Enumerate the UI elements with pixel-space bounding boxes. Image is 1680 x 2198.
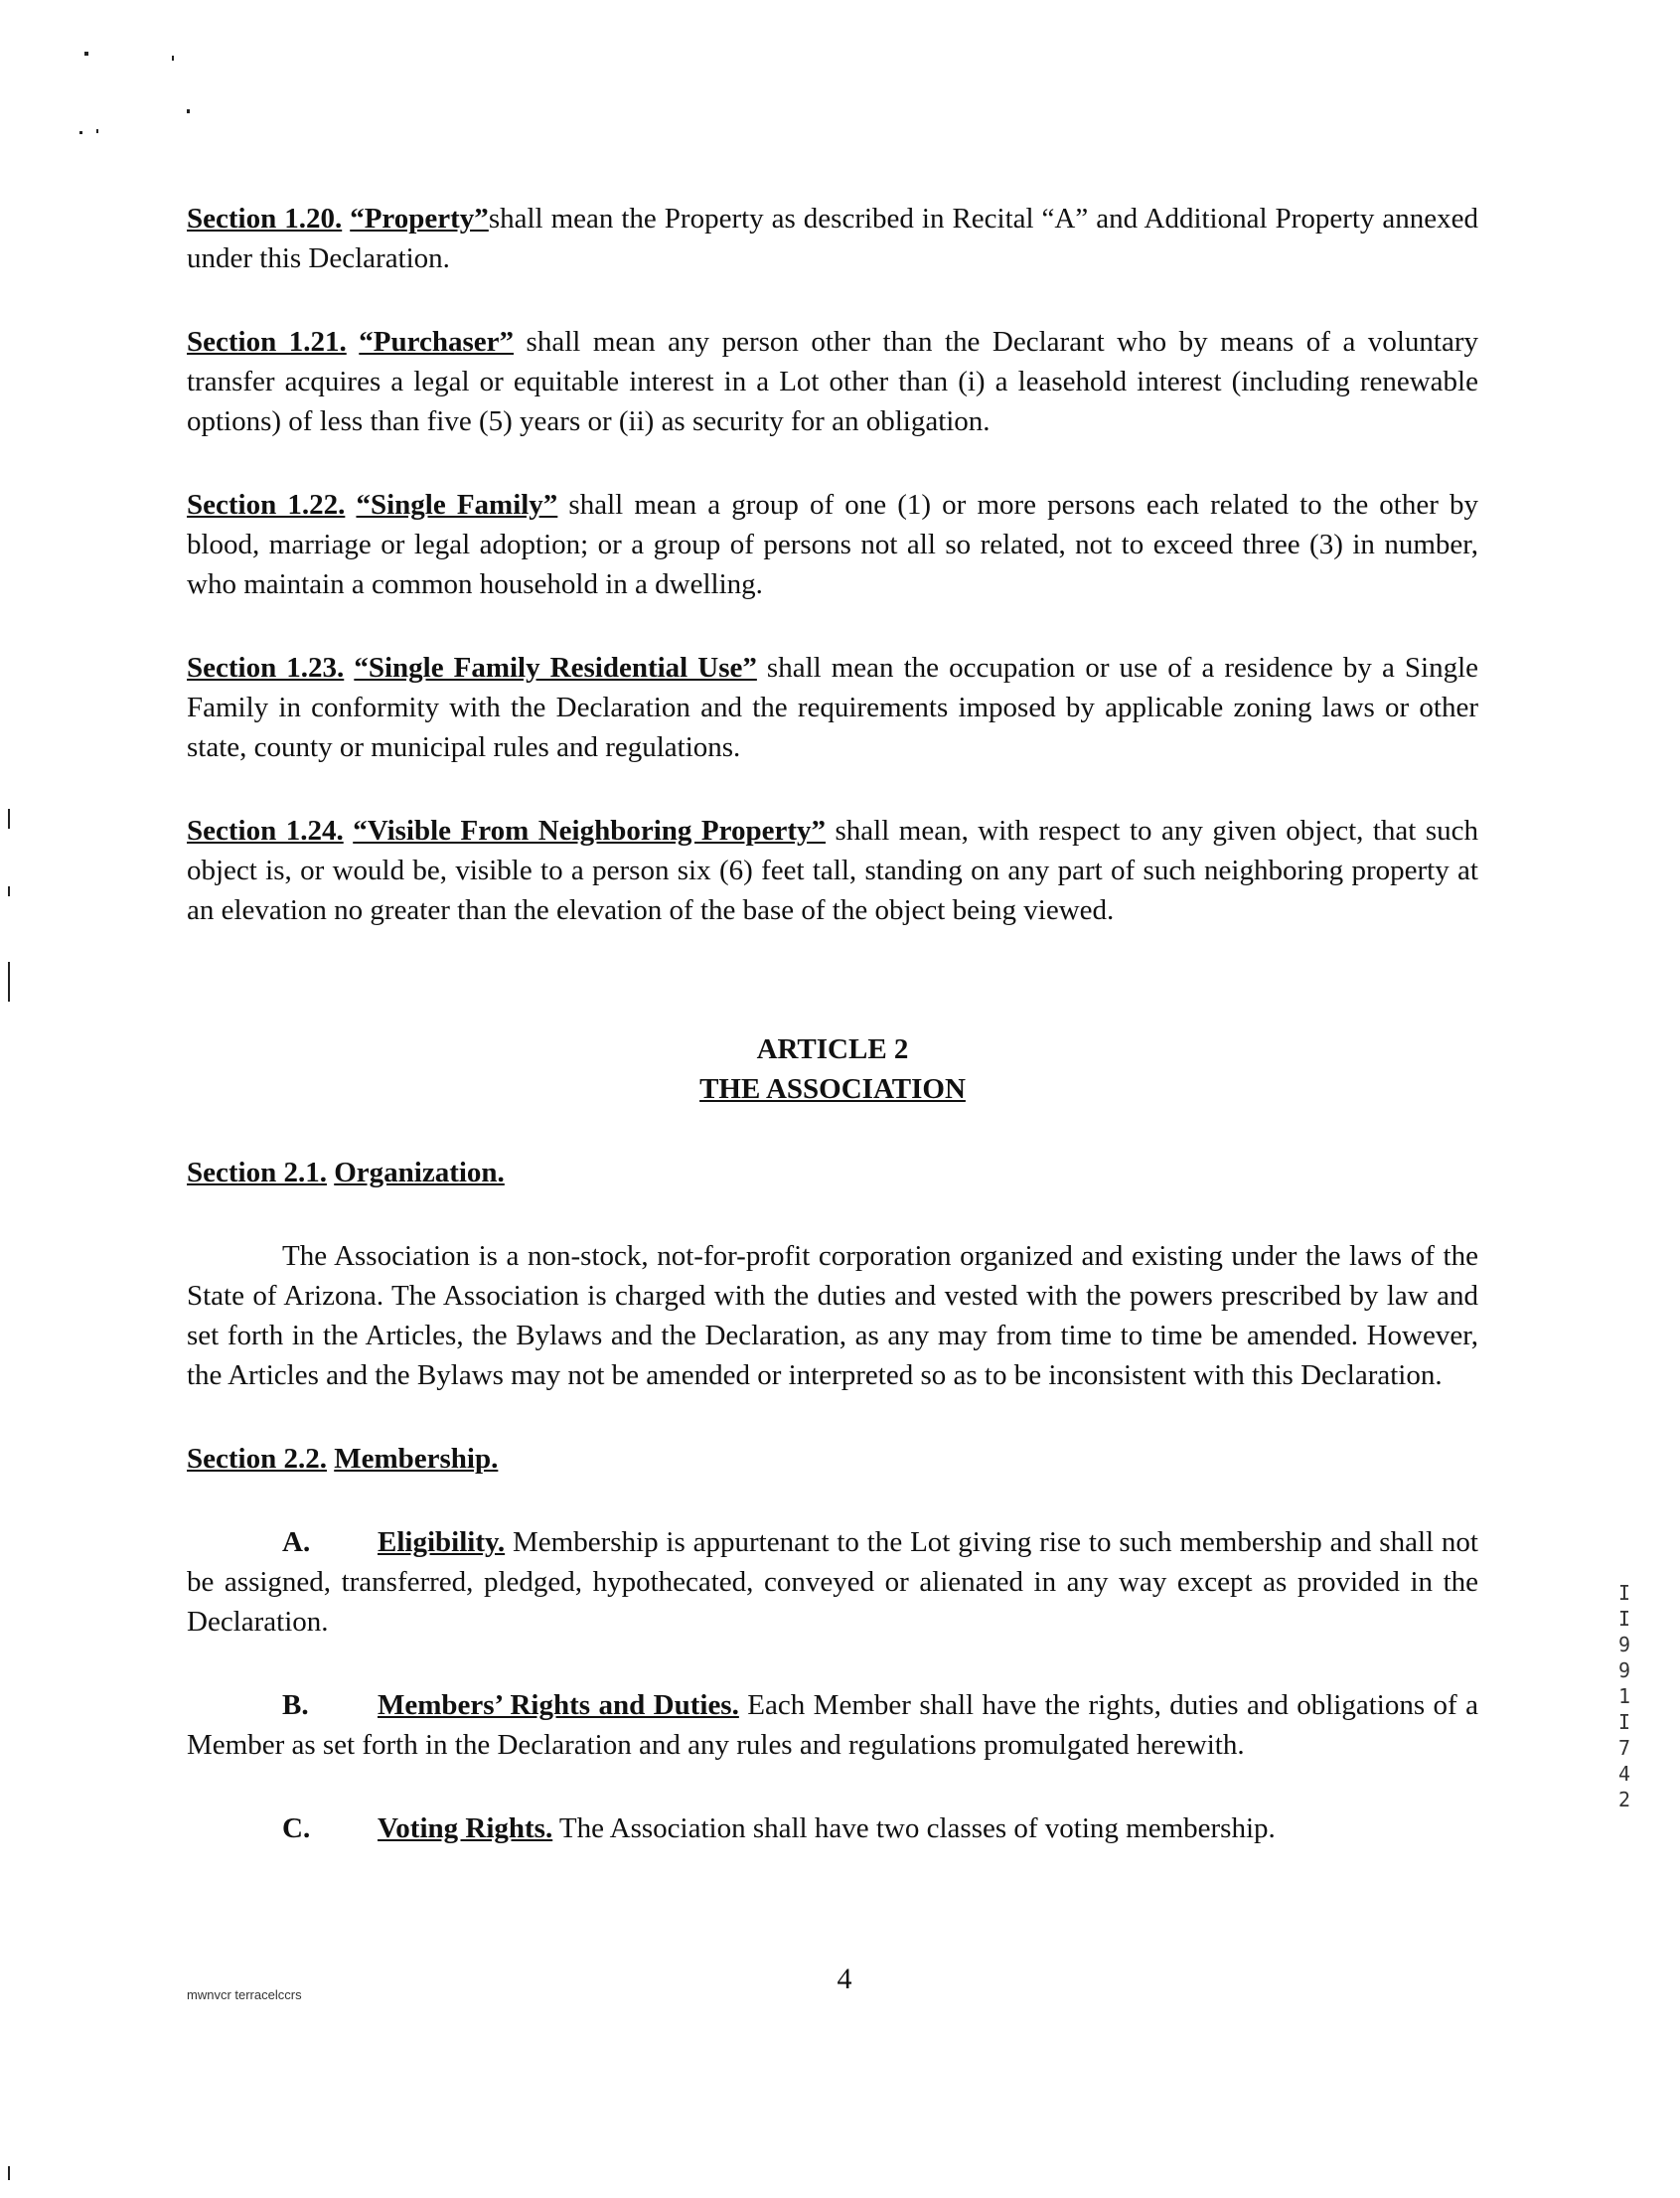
margin-stamp-char: 1 [1617, 1684, 1631, 1708]
item-term: Members’ Rights and Duties. [378, 1689, 739, 1721]
membership-item-c [187, 1808, 1478, 1848]
article-heading [187, 1029, 1478, 1109]
item-term: Voting Rights. [378, 1812, 553, 1844]
section-label: Section 1.21. [187, 326, 347, 358]
section-label: Section 1.24. [187, 815, 344, 847]
section-1-21 [187, 322, 1478, 441]
section-1-23 [187, 648, 1478, 767]
section-title: Membership. [334, 1443, 499, 1475]
scan-speck [187, 109, 190, 113]
margin-stamp-char: 2 [1617, 1788, 1631, 1811]
section-label: Section 2.2. [187, 1443, 327, 1475]
item-letter: A. [282, 1526, 311, 1558]
section-2-1-heading [187, 1153, 1478, 1192]
membership-item-a [187, 1522, 1478, 1642]
definition-text: shall mean the Property as described in Recital “A” and Additional Property annexed under this Declaration. [187, 203, 1479, 274]
margin-stamp-char: 4 [1617, 1762, 1631, 1786]
footer-file-path: mwnvcr terracelccrs [187, 1987, 302, 2002]
definition-text: shall mean a group of one (1) or more persons each related to the other by blood, marriage or legal adoption; or a group of persons not all so related, not to exceed three (3) in number, who maintain a common household in a dwelling. [187, 489, 1479, 600]
defined-term: “Single Family Residential Use” [354, 652, 757, 684]
scan-speck [8, 2166, 10, 2180]
defined-term: “Single Family” [356, 489, 558, 521]
section-1-22 [187, 485, 1478, 604]
article-number: ARTICLE 2 [756, 1033, 909, 1065]
section-1-24 [187, 811, 1478, 930]
section-label: Section 2.1. [187, 1157, 327, 1188]
document-body [187, 199, 1478, 1892]
item-letter: B. [282, 1689, 309, 1721]
defined-term: “Purchaser” [359, 326, 515, 358]
scan-speck [8, 809, 10, 829]
scan-speck [172, 56, 174, 61]
scan-speck [8, 962, 10, 1002]
section-2-2-heading [187, 1439, 1478, 1479]
margin-stamp-char: I [1617, 1581, 1631, 1605]
membership-item-b [187, 1685, 1478, 1765]
item-term: Eligibility. [378, 1526, 506, 1558]
defined-term: “Property” [350, 203, 489, 235]
scan-speck [84, 52, 88, 56]
section-label: Section 1.23. [187, 652, 345, 684]
scan-speck [96, 129, 98, 133]
article-title: THE ASSOCIATION [699, 1073, 966, 1105]
margin-stamp [1609, 1580, 1639, 1812]
margin-stamp-char: I [1617, 1607, 1631, 1631]
margin-stamp-char: 7 [1617, 1736, 1631, 1760]
margin-stamp-char: 9 [1617, 1633, 1631, 1656]
page-number: 4 [837, 1962, 852, 1995]
definition-text: shall mean the occupation or use of a residence by a Single Family in conformity with the Declaration and the requirements imposed by applicable zoning laws or other state, county or municipal rules and regulations. [187, 652, 1479, 763]
item-text: Each Member shall have the rights, duties and obligations of a Member as set forth in the Declaration and any rules and regulations promulgated herewith. [187, 1689, 1478, 1761]
scan-speck [79, 131, 82, 134]
scan-speck [8, 886, 10, 896]
section-title: Organization. [334, 1157, 505, 1188]
section-1-20 [187, 199, 1478, 278]
margin-stamp-char: 9 [1617, 1658, 1631, 1682]
definition-text: shall mean, with respect to any given object, that such object is, or would be, visible to a person six (6) feet tall, standing on any part of such neighboring property at an elevation no greater than the elevation of the base of the object being viewed. [187, 815, 1479, 926]
item-text: Membership is appurtenant to the Lot giving rise to such membership and shall not be assigned, transferred, pledged, hypothecated, conveyed or alienated in any way except as provided in the Declaration. [187, 1526, 1478, 1638]
section-2-1-body: The Association is a non-stock, not-for-profit corporation organized and existing under the laws of the State of Arizona. The Association is charged with the duties and vested with the powers prescribed by law and set forth in the Articles, the Bylaws and the Declaration, as any may from time to time be amended. However, the Articles and the Bylaws may not be amended or interpreted so as to be inconsistent with this Declaration. [187, 1240, 1478, 1391]
section-label: Section 1.20. [187, 203, 343, 235]
definition-text: shall mean any person other than the Declarant who by means of a voluntary transfer acquires a legal or equitable interest in a Lot other than (i) a leasehold interest (including renewable options) of less than five (5) years or (ii) as security for an obligation. [187, 326, 1479, 437]
defined-term: “Visible From Neighboring Property” [353, 815, 827, 847]
section-label: Section 1.22. [187, 489, 346, 521]
margin-stamp-char: I [1617, 1710, 1631, 1734]
item-text: The Association shall have two classes of voting membership. [552, 1812, 1276, 1844]
item-letter: C. [282, 1812, 311, 1844]
